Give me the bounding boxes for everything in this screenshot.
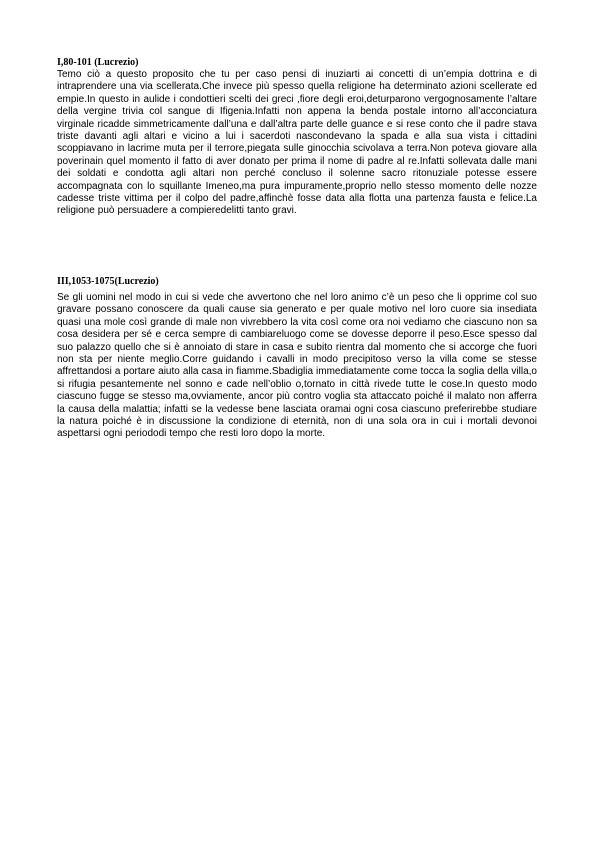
section-heading: III,1053-1075(Lucrezio) — [57, 275, 159, 287]
section-lucrezio-1-80-101 — [57, 57, 537, 218]
section-body: Se gli uomini nel modo in cui si vede che avvertono che nel loro animo c’è un peso che li opprime col suo gravare possano conoscere da quali cause sia generato e per quale motivo nel loro cuore sia insediata quasi una mole così grande di male non vivrebbero la vita così come ora noi vediamo che ciascuno non sa cosa desidera per sé e cerca sempre di cambiareluogo come se dovesse deporre il peso.Esce spesso dal suo palazzo quello che si è annoiato di stare in casa e subito rientra dal momento che si accorge che fuori non sta per niente meglio.Corre guidando i cavalli in modo precipitoso verso la villa come se stesse affrettandosi a portare aiuto alla casa in fiamme.Sbadiglia immediatamente come tocca la soglia della villa,o si rifugia pesantemente nel sonno e cade nell’oblio o,tornato in città rivede tutte le cose.In questo modo ciascuno fugge se stesso ma,ovviamente, ancor più contro voglia sta attaccato poiché il malato non afferra la causa della malattia; infatti se la vedesse bene lasciata oramai ogni cosa ciascuno preferirebbe studiare la natura poiché è in discussione la condizione di eternità, non di una sola ora in cui i mortali devonoi aspettarsi ogni periododi tempo che resti loro dopo la morte. — [57, 291, 537, 440]
document-page — [57, 57, 537, 441]
section-lucrezio-3-1053-1075 — [57, 276, 537, 441]
section-body: Temo ciò a questo proposito che tu per caso pensi di inuziarti ai concetti di un’empia dottrina e di intraprendere una via scellerata.Che invece più spesso quella religione ha determinato azioni scellerate ed empie.In questo in aulide i condottieri scelti dei greci ,fiore degli eroi,deturparono vergognosamente l’altare della vergine trivia col sangue di Ifigenia.Infatti non appena la benda postale intorno all’acconciatura virginale ricadde simmetricamente dall’una e dall’altra parte delle guance e si rese conto che il padre stava triste davanti agli altari e vicino a lui i sacerdoti nascondevano la spada e alla sua vista i cittadini scoppiavano in lacrime muta per il terrore,piegata sulle ginocchia scivolava a terra.Non poteva giovare alla poverinain quel momento il fatto di aver donato per prima il nome di padre al re.Infatti sollevata dalle mani dei soldati e condotta agli altari non perché concluso il solenne sacro ritonuziale potesse essere accompagnata con lo squillante Imeneo,ma pura impuramente,proprio nello stesso momento delle nozze cadesse triste vittima per il colpo del padre,affinchè fosse data alla flotta una partenza fausta e felice.La religione può persuadere a compieredelitti tanto gravi. — [57, 69, 537, 217]
section-heading: I,80-101 (Lucrezio) — [57, 57, 139, 68]
